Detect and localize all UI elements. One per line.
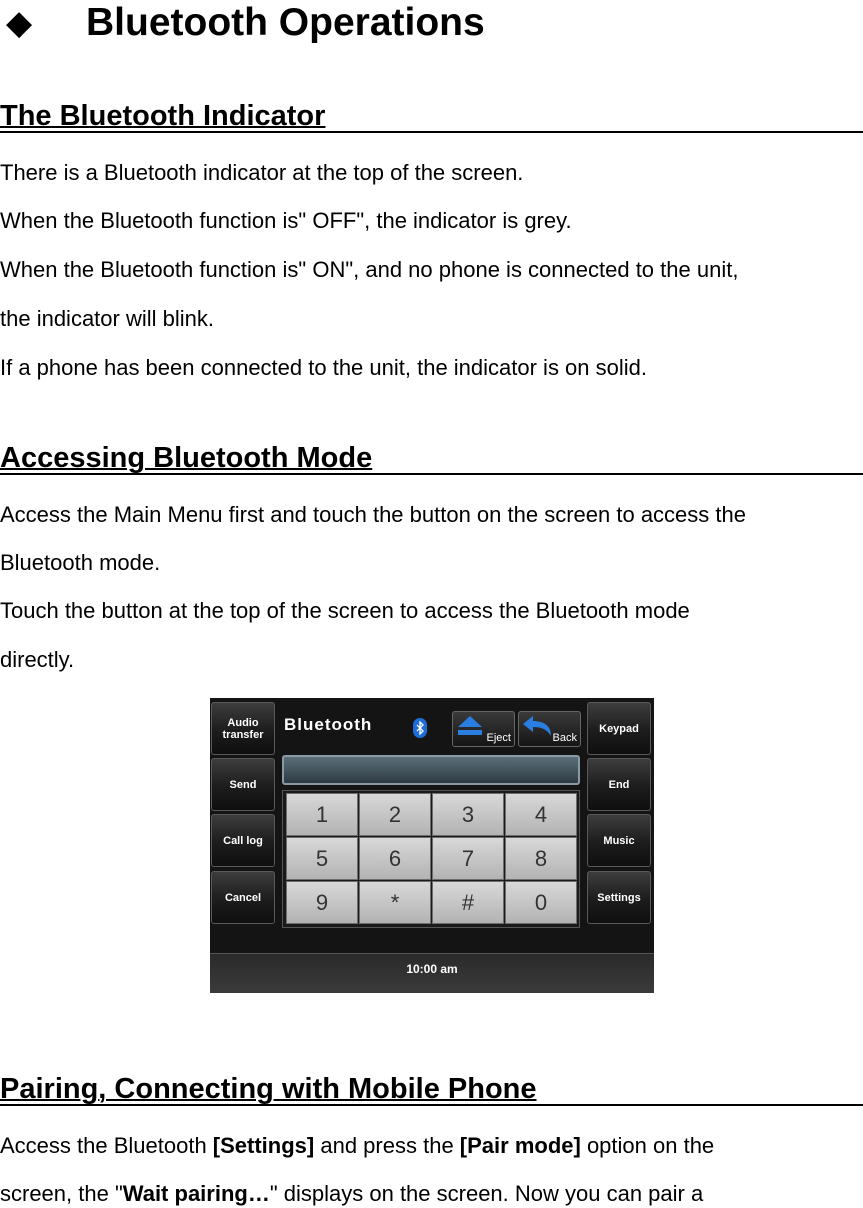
wait-pairing-term: Wait pairing… [122, 1181, 270, 1206]
paragraph-line: There is a Bluetooth indicator at the top of the screen. [0, 160, 524, 185]
diamond-bullet-icon: ◆ [6, 4, 33, 42]
text-run: screen, the " [0, 1181, 123, 1206]
key-hash[interactable]: # [432, 881, 504, 924]
text-run: and press the [314, 1133, 460, 1158]
key-2[interactable]: 2 [359, 793, 431, 836]
key-4[interactable]: 4 [505, 793, 577, 836]
settings-term: [Settings] [212, 1133, 315, 1158]
call-log-button[interactable]: Call log [211, 814, 275, 867]
text-run: " displays on the screen. Now you can pair a [269, 1181, 704, 1206]
section-heading-text: The Bluetooth Indicator [0, 100, 326, 132]
section-heading-pairing [0, 1074, 863, 1106]
key-6[interactable]: 6 [359, 837, 431, 880]
paragraph-line [0, 1133, 714, 1159]
screen-title: Bluetooth [284, 715, 373, 734]
music-button[interactable]: Music [587, 814, 651, 867]
paragraph-line: Touch the button at the top of the screen to access the Bluetooth mode [0, 598, 690, 623]
back-arrow-icon [521, 714, 555, 740]
keypad-button[interactable]: Keypad [587, 702, 651, 755]
paragraph-line: When the Bluetooth function is" ON", and no phone is connected to the unit, [0, 257, 739, 282]
paragraph-line [0, 1181, 703, 1207]
section-heading-text: Accessing Bluetooth Mode [0, 442, 373, 474]
back-label: Back [552, 732, 577, 744]
bluetooth-icon [413, 718, 427, 738]
key-5[interactable]: 5 [286, 837, 358, 880]
status-bar [210, 953, 654, 993]
bluetooth-glyph-icon [416, 721, 424, 735]
page-title [6, 0, 485, 46]
page-title-text: Bluetooth Operations [86, 1, 485, 44]
settings-button[interactable]: Settings [587, 871, 651, 924]
paragraph-line: Access the Main Menu first and touch the button on the screen to access the [0, 502, 746, 527]
eject-label: Eject [486, 732, 511, 744]
key-1[interactable]: 1 [286, 793, 358, 836]
key-7[interactable]: 7 [432, 837, 504, 880]
send-button[interactable]: Send [211, 758, 275, 811]
section-heading-accessing [0, 443, 863, 475]
audio-transfer-button[interactable]: Audio transfer [211, 702, 275, 755]
cancel-button[interactable]: Cancel [211, 871, 275, 924]
section-heading-text: Pairing, Connecting with Mobile Phone [0, 1073, 537, 1105]
end-button[interactable]: End [587, 758, 651, 811]
key-8[interactable]: 8 [505, 837, 577, 880]
pair-mode-term: [Pair mode] [459, 1133, 581, 1158]
paragraph-line: When the Bluetooth function is" OFF", the indicator is grey. [0, 208, 572, 233]
section-heading-indicator [0, 101, 863, 133]
clock-time: 10:00 am [406, 962, 458, 976]
dial-keypad [282, 790, 580, 928]
back-button[interactable] [518, 711, 581, 747]
paragraph-line: Bluetooth mode. [0, 550, 161, 575]
number-entry-field[interactable] [282, 755, 580, 785]
key-0[interactable]: 0 [505, 881, 577, 924]
key-star[interactable]: * [359, 881, 431, 924]
key-9[interactable]: 9 [286, 881, 358, 924]
eject-button[interactable] [452, 711, 515, 747]
paragraph-line: directly. [0, 647, 75, 672]
eject-icon [455, 715, 489, 739]
bluetooth-screen-image [210, 698, 654, 993]
key-3[interactable]: 3 [432, 793, 504, 836]
text-run: option on the [580, 1133, 715, 1158]
text-run: Access the Bluetooth [0, 1133, 213, 1158]
paragraph-line: If a phone has been connected to the unit, the indicator is on solid. [0, 355, 648, 380]
paragraph-line: the indicator will blink. [0, 306, 214, 331]
